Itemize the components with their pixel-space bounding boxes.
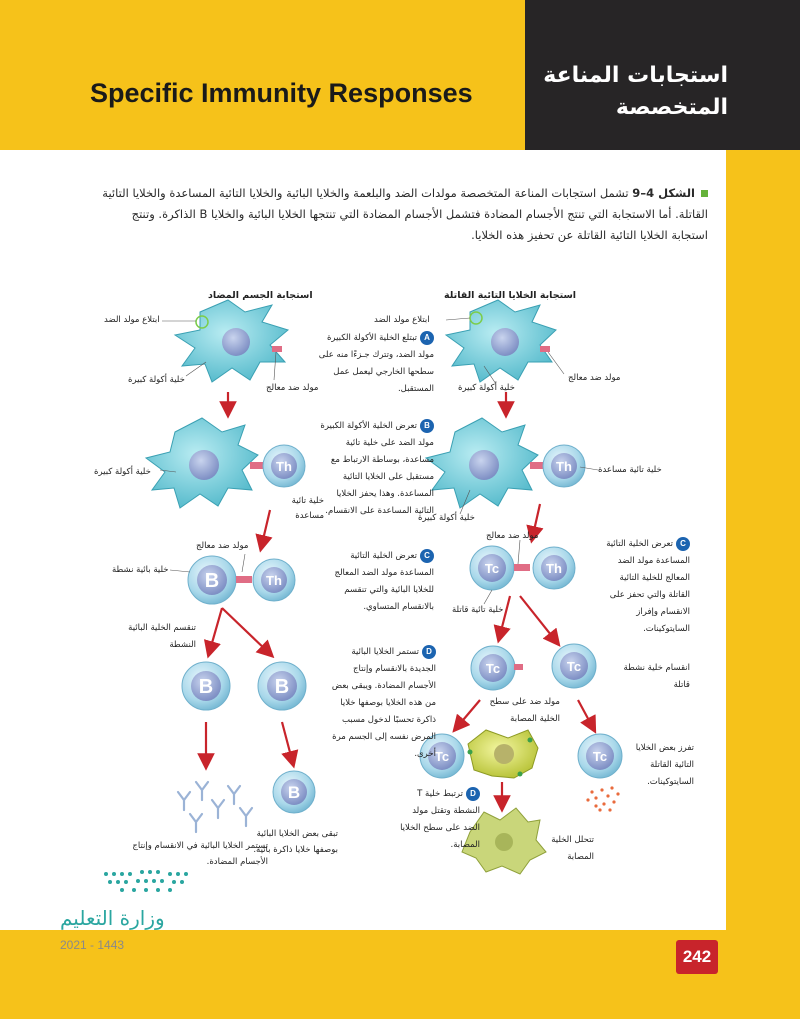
label-memory-b <box>234 826 338 858</box>
label-cytokines <box>634 740 694 791</box>
cell-letter: Th <box>276 459 292 474</box>
antibodies-icon <box>178 782 252 832</box>
helper-t-cell-left-c <box>253 559 295 601</box>
label-helper-t-right: خلية تائية مساعدة <box>598 465 662 475</box>
step-c-right <box>600 536 690 638</box>
label-memory-b-text: تبقى بعض الخلايا البائية بوصفها خلايا ذاكرة بائية. <box>253 829 338 855</box>
antibody-response-title: استجابة الجسم المضاد <box>208 290 313 301</box>
step-d-right-text: ترتبط خلية T النشطة وتقتل مولد الضد على سطح الخلايا المصابة. <box>400 789 480 850</box>
label-processed-antigen-c-right: مولد ضد معالج <box>486 531 539 541</box>
helper-t-cell-right-c <box>533 547 575 589</box>
cell-letter: Tc <box>485 661 501 676</box>
cytokines-icon <box>586 786 619 811</box>
killer-response-title: استجابة الخلايا التائية القاتلة <box>444 290 577 301</box>
cell-letter: Tc <box>566 659 582 674</box>
cell-letter: Tc <box>434 749 450 764</box>
step-badge-d-left: D <box>422 645 436 659</box>
cell-letter: B <box>274 676 290 698</box>
receptor-link <box>250 462 264 469</box>
label-cytokines-text: تفرز بعض الخلايا التائية القاتلة السايتوكينات. <box>635 743 694 787</box>
ministry-name: وزارة التعليم <box>60 906 165 930</box>
label-helper-t-left-text: خلية تائية مساعدة <box>291 496 324 521</box>
page-title-arabic-line2: المتخصصة <box>615 95 728 120</box>
label-infected-breakdown-text: تتحلل الخلية المصابة <box>551 835 594 862</box>
figure-label: الشكل 4–9 <box>632 186 695 200</box>
cell-letter: B <box>287 783 301 802</box>
step-c-left-text: تعرض الخلية التائية المساعدة مولد الضد المعالج للخلايا البائية والتي تنقسم بالانقسام المتساوي. <box>334 551 434 612</box>
memory-b-cell <box>273 771 315 813</box>
step-c-right-text: تعرض الخلية التائية المساعدة مولد الضد المعالج للخلية التائية القاتلة والتي تحفز على الانقسام وإفراز السايتوكينات. <box>606 539 690 634</box>
label-macrophage-right: خلية أكولة كبيرة <box>458 383 515 393</box>
b-cell-daughter-1 <box>182 662 230 710</box>
receptor-link <box>514 564 530 571</box>
helper-t-cell-right-b <box>543 445 585 487</box>
label-active-killer-divide-text: انقسام خلية نشطة قاتلة <box>623 663 690 690</box>
step-d-left-text: تستمر الخلايا البائية الجديدة بالانقسام وإنتاج الأجسام المضادة. ويبقى بعض من هذه الخلايا بوصفها خلايا ذاكرة تحسبًا لدخول مسبب المرض نفسه إلى الجسم مرة أخرى. <box>331 647 436 759</box>
cell-letter: B <box>198 676 214 698</box>
label-macrophage-right-b: خلية أكولة كبيرة <box>418 513 475 523</box>
label-active-b-cell: خلية بائية نشطة <box>112 565 169 575</box>
label-macrophage-left-b: خلية أكولة كبيرة <box>94 467 151 477</box>
step-badge-c-right: C <box>676 537 690 551</box>
label-processed-antigen-left: مولد ضد معالج <box>266 383 319 393</box>
step-b-text: تعرض الخلية الأكولة الكبيرة مولد الضد على خلية تائية مساعدة، بوساطة الارتباط مع مستقبل على الخلايا التائية المساعدة. وهذا يحفز الخلايا التائية المساعدة على الانقسام. <box>320 421 434 516</box>
label-antigen-on-surface <box>488 694 560 728</box>
label-processed-antigen-c-left: مولد ضد معالج <box>196 541 249 551</box>
label-killer-t-cell: خلية تائية قاتلة <box>452 605 504 615</box>
cell-letter: Tc <box>592 749 608 764</box>
macrophage-right-b <box>426 418 538 508</box>
b-cell-daughter-2 <box>258 662 306 710</box>
macrophage-right-a <box>446 300 556 382</box>
step-b <box>316 418 434 520</box>
step-badge-c-left: C <box>420 549 434 563</box>
label-ingest-antigen-right: ابتلاع مولد الضد <box>374 315 430 325</box>
page-number: 242 <box>676 940 718 974</box>
label-active-killer-divide <box>610 660 690 694</box>
helper-t-cell-left-b <box>263 445 305 487</box>
step-d-left <box>328 644 436 763</box>
receptor-link <box>236 576 252 583</box>
cell-letter: Th <box>546 561 562 576</box>
edition-year: 2021 - 1443 <box>60 938 125 952</box>
macrophage-left-a <box>175 300 288 382</box>
step-badge-d-right: D <box>466 787 480 801</box>
label-infected-breakdown <box>534 832 594 866</box>
label-b-divide-text: تنقسم الخلية البائية النشطة <box>128 623 196 650</box>
step-c-left <box>316 548 434 616</box>
label-macrophage-left: خلية أكولة كبيرة <box>128 375 185 385</box>
killer-t-cell-d2 <box>552 644 596 688</box>
step-badge-a: A <box>420 331 434 345</box>
killer-t-cell-c <box>470 546 514 590</box>
label-processed-antigen-right: مولد ضد معالج <box>568 373 621 383</box>
b-cell-active <box>188 556 236 604</box>
killer-t-cell-d1 <box>471 646 523 690</box>
page-title-arabic-line1: استجابات المناعة <box>543 63 728 88</box>
label-ingest-antigen-left: ابتلاع مولد الضد <box>104 315 160 325</box>
cell-letter: Th <box>266 573 282 588</box>
ministry-logo-icon <box>100 868 195 898</box>
step-a-text: تبتلع الخلية الأكولة الكبيرة مولد الضد، وتترك جـزءًا منه على سطحها الخارجي ليعمل عمل المستقبل. <box>318 333 434 394</box>
macrophage-left-b <box>146 418 258 508</box>
step-d-right <box>394 786 480 854</box>
label-antigen-on-surface-text: مولد ضد على سطح الخلية المصابة <box>489 697 560 724</box>
cell-letter: Th <box>556 459 572 474</box>
caption-text: تشمل استجابات المناعة المتخصصة مولدات الضد والبلعمة والخلايا البائية والخلايا التائية المساعدة والخلايا التائية القاتلة. أما الاستجابة التي تنتج الأجسام المضادة فتشمل الأجسام المضادة التي تنتجها الخلايا البائية والخلايا B الذاكرة. وتنتج استجابة الخلايا التائية القاتلة عن تحفيز هذه الخلايا. <box>102 186 708 242</box>
label-b-divide <box>114 620 196 654</box>
cell-letter: B <box>204 570 220 592</box>
infected-cell <box>468 730 539 778</box>
receptor-link <box>530 462 544 469</box>
label-b-continue-text: تستمر الخلايا البائية في الانقسام وإنتاج الأجسام المضادة. <box>132 841 268 867</box>
step-badge-b: B <box>420 419 434 433</box>
step-a <box>318 330 434 398</box>
killer-t-cell-cytokine <box>578 734 622 778</box>
page-title-english: Specific Immunity Responses <box>90 78 473 108</box>
cell-letter: Tc <box>484 561 500 576</box>
